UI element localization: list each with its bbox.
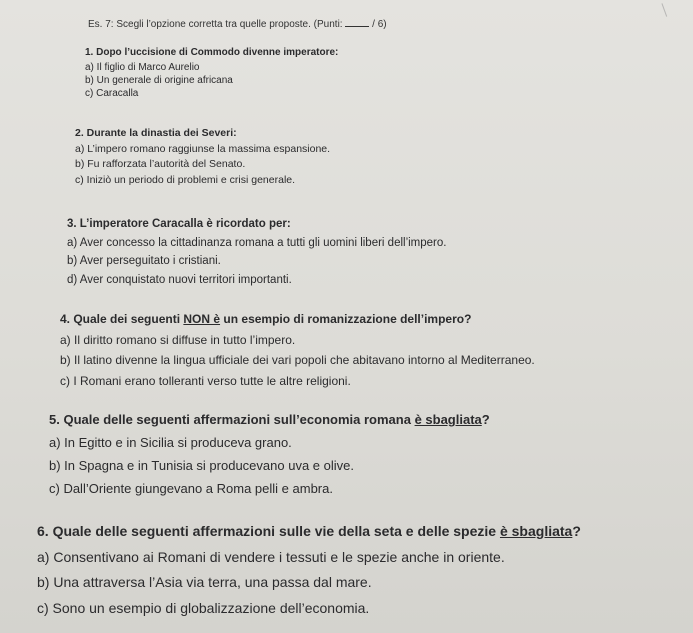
question-title-start: 4. Quale dei seguenti — [60, 312, 184, 326]
question-title — [49, 408, 490, 431]
score-blank[interactable] — [345, 17, 369, 27]
question-2 — [75, 126, 330, 188]
answer-option-b[interactable]: b) Fu rafforzata l’autorità del Senato. — [75, 158, 246, 170]
answer-option-c[interactable]: c) Iniziò un periodo di problemi e crisi generale. — [75, 173, 296, 186]
answer-option-a[interactable]: a) In Egitto e in Sicilia si produceva grano. — [49, 435, 292, 450]
answer-option-b[interactable]: b) Aver perseguitato i cristiani. — [67, 255, 221, 267]
question-5 — [49, 408, 490, 500]
question-title-end: ? — [481, 412, 490, 427]
pencil-mark — [656, 3, 667, 19]
answer-option-c[interactable]: c) I Romani erano tolleranti verso tutte le altre religioni. — [60, 373, 351, 388]
answer-option-c[interactable]: c) Caracalla — [85, 88, 139, 99]
question-title — [60, 309, 535, 330]
answer-option-c[interactable]: c) Sono un esempio di globalizzazione dell’economia. — [37, 599, 370, 616]
question-title-start: 6. Quale delle seguenti affermazioni sulle vie della seta e delle spezie — [37, 523, 500, 539]
answer-option-a[interactable]: a) L’impero romano raggiunse la massima espansione. — [75, 142, 331, 155]
question-title-end: un esempio di romanizzazione dell’impero? — [220, 312, 472, 326]
answer-option-b[interactable]: b) In Spagna e in Tunisia si producevano uva e olive. — [49, 458, 354, 473]
answer-option-d[interactable]: d) Aver conquistato nuovi territori importanti. — [67, 273, 292, 286]
question-6 — [37, 519, 581, 621]
answer-option-a[interactable]: a) Il diritto romano si diffuse in tutto l’impero. — [60, 332, 296, 347]
exercise-header — [88, 17, 387, 30]
question-4 — [60, 309, 535, 391]
answer-option-b[interactable]: b) Una attraversa l’Asia via terra, una passa dal mare. — [37, 574, 372, 590]
question-3 — [67, 215, 446, 289]
question-title-underlined: è sbagliata — [499, 523, 573, 539]
answer-option-c[interactable]: c) Dall’Oriente giungevano a Roma pelli e ambra. — [49, 481, 333, 496]
answer-option-b[interactable]: b) Un generale di origine africana — [85, 75, 233, 86]
question-title-underlined: è sbagliata — [414, 412, 482, 427]
question-title: 2. Durante la dinastia dei Severi: — [75, 127, 237, 139]
answer-option-b[interactable]: b) Il latino divenne la lingua ufficiale dei vari popoli che abitavano intorno al Mediterraneo. — [60, 353, 535, 367]
exercise-instructions: Es. 7: Scegli l’opzione corretta tra quelle proposte. (Punti: — [88, 19, 343, 30]
question-title: 3. L’imperatore Caracalla è ricordato per: — [67, 218, 291, 230]
question-title-end: ? — [572, 523, 581, 539]
answer-option-a[interactable]: a) Aver concesso la cittadinanza romana a tutti gli uomini liberi dell’impero. — [67, 236, 447, 249]
question-title-start: 5. Quale delle seguenti affermazioni sull’economia romana — [49, 412, 415, 427]
question-title-underlined: NON è — [183, 312, 221, 326]
score-total: / 6) — [372, 19, 387, 30]
question-title — [37, 519, 581, 545]
question-1 — [85, 46, 338, 100]
answer-option-a[interactable]: a) Il figlio di Marco Aurelio — [85, 62, 200, 73]
answer-option-a[interactable]: a) Consentivano ai Romani di vendere i tessuti e le spezie anche in oriente. — [37, 548, 505, 565]
question-title: 1. Dopo l’uccisione di Commodo divenne imperatore: — [85, 47, 339, 58]
